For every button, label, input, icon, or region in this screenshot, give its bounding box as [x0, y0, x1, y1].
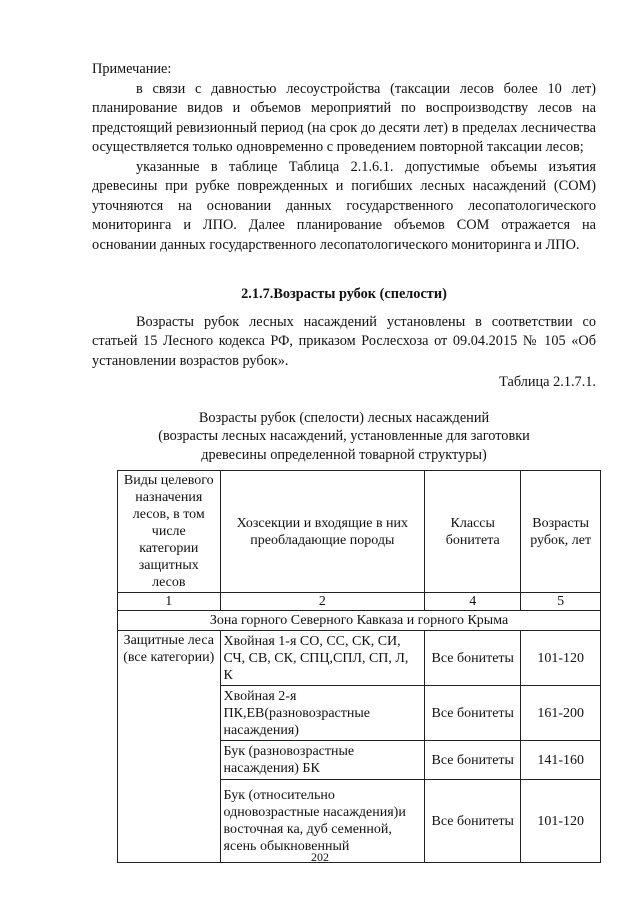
bonitet-cell: Все бонитеты: [425, 686, 521, 741]
age-cell: 101-120: [521, 780, 601, 863]
table-header-row: [118, 471, 601, 593]
header-bonitet: Классы бонитета: [425, 471, 521, 593]
zone-label: Зона горного Северного Кавказа и горного Крыма: [118, 611, 601, 631]
col-number-4: 5: [521, 593, 601, 611]
bonitet-cell: Все бонитеты: [425, 780, 521, 863]
age-cell: 101-120: [521, 631, 601, 686]
bonitet-cell: Все бонитеты: [425, 741, 521, 780]
age-cell: 141-160: [521, 741, 601, 780]
table-zone-row: [118, 611, 601, 631]
age-cell: 161-200: [521, 686, 601, 741]
col-number-3: 4: [425, 593, 521, 611]
bonitet-cell: Все бонитеты: [425, 631, 521, 686]
species-cell: Хвойная 2-я ПК,ЕВ(разновозрастные насаждения): [220, 686, 425, 741]
page-number: 202: [311, 850, 329, 864]
caption-line-1: Возрасты рубок (спелости) лесных насаждений: [198, 409, 490, 426]
category-cell: Защитные леса (все категории): [118, 631, 221, 863]
caption-line-3: древесины определенной товарной структуры): [201, 446, 487, 463]
note-label: Примечание:: [92, 61, 172, 77]
section-heading: 2.1.7.Возрасты рубок (спелости): [241, 286, 447, 302]
felling-age-table: [117, 470, 601, 863]
header-purpose: Виды целевого назначения лесов, в том числе категории защитных лесов: [118, 471, 221, 593]
table-label: Таблица 2.1.7.1.: [499, 374, 596, 390]
page-body: [92, 60, 596, 464]
note-paragraph-2: указанные в таблице Таблица 2.1.6.1. допустимые объемы изъятия древесины при рубке поврежденных и погибших лесных насаждений (СОМ) уточняются на основании данных государственного лесопатологического мониторинга и ЛПО. Далее планирование объемов СОМ отражается на основании данных государственного лесопатологического мониторинга и ЛПО.: [92, 158, 596, 253]
species-cell: Хвойная 1-я СО, СС, СК, СИ, СЧ, СВ, СК, СПЦ,СПЛ, СП, Л, К: [220, 631, 425, 686]
col-number-2: 2: [220, 593, 425, 611]
table-row: [118, 631, 601, 686]
table-caption: [92, 409, 596, 465]
table-number-row: [118, 593, 601, 611]
header-age: Возрасты рубок, лет: [521, 471, 601, 593]
col-number-1: 1: [118, 593, 221, 611]
species-cell: Бук (относительно одновозрастные насаждения)и восточная ка, дуб семенной, ясень обыкновенный: [220, 780, 425, 863]
species-cell: Бук (разновозрастные насаждения) БК: [220, 741, 425, 780]
section-paragraph: Возрасты рубок лесных насаждений установлены в соответствии со статьей 15 Лесного кодекса РФ, приказом Рослесхоза от 09.04.2015 № 105 «Об установлении возрастов рубок».: [92, 313, 596, 369]
caption-line-2: (возрасты лесных насаждений, установленные для заготовки: [158, 428, 530, 444]
note-paragraph-1: в связи с давностью лесоустройства (таксации лесов более 10 лет) планирование видов и объемов мероприятий по воспроизводству лесов на предстоящий ревизионный период (на срок до десяти лет) в пределах лесничества осуществляется только одновременно с проведением повторной таксации лесов;: [92, 80, 596, 155]
header-species: Хозсекции и входящие в них преобладающие породы: [220, 471, 425, 593]
